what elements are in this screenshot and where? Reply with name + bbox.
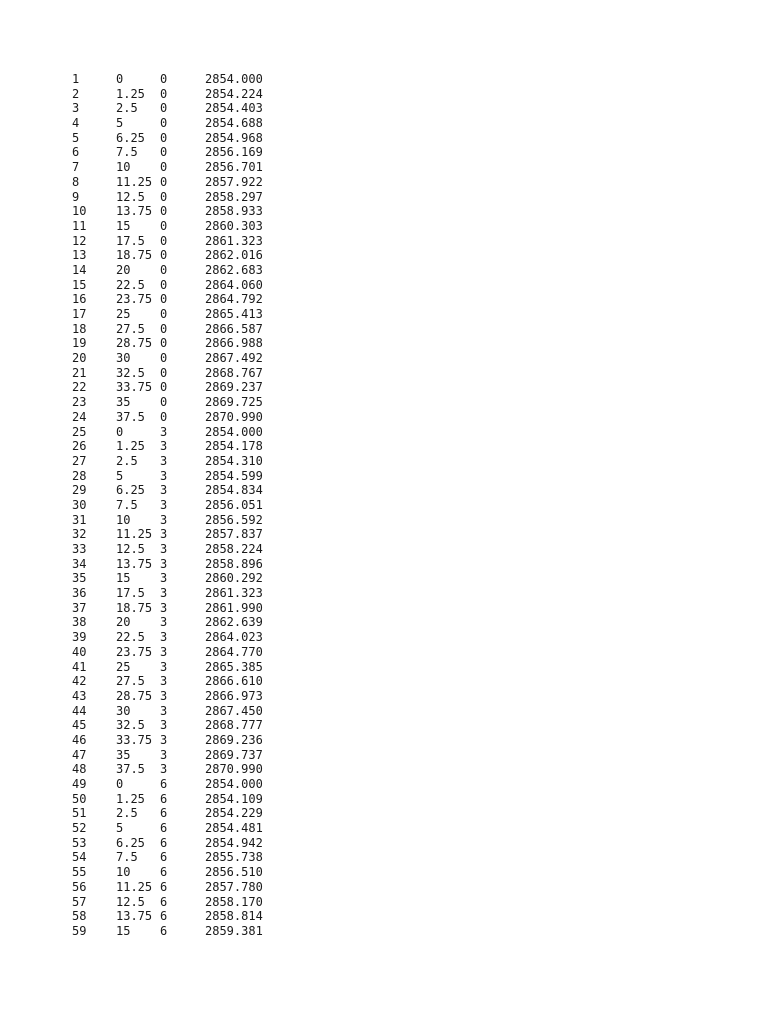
z-value: 2854.224 xyxy=(205,86,263,101)
y-value: 0 xyxy=(160,218,168,233)
x-value: 35 xyxy=(116,747,131,762)
row-index: 56 xyxy=(72,879,87,894)
z-value: 2866.988 xyxy=(205,336,263,351)
row-index: 35 xyxy=(72,571,87,586)
x-value: 25 xyxy=(116,307,131,321)
z-value: 2854.178 xyxy=(205,439,263,454)
y-value: 6 xyxy=(160,821,168,836)
y-value: 3 xyxy=(160,439,168,454)
z-value: 2864.770 xyxy=(205,644,263,659)
x-value: 0 xyxy=(116,72,124,86)
row-index: 28 xyxy=(72,468,87,483)
y-value: 0 xyxy=(160,321,168,336)
row-index: 24 xyxy=(72,409,87,424)
y-value: 0 xyxy=(160,307,168,321)
y-value: 3 xyxy=(160,512,168,527)
x-value: 22.5 xyxy=(116,630,145,645)
row-index: 29 xyxy=(72,483,87,498)
x-value: 13.75 xyxy=(116,204,153,219)
z-value: 2854.599 xyxy=(205,468,263,483)
z-value: 2854.481 xyxy=(205,821,263,836)
z-value: 2854.109 xyxy=(205,791,263,806)
y-value: 3 xyxy=(160,571,168,586)
z-value: 2854.310 xyxy=(205,453,263,468)
y-value: 3 xyxy=(160,556,168,571)
x-value: 20 xyxy=(116,615,131,630)
x-value: 37.5 xyxy=(116,409,145,424)
z-value: 2854.968 xyxy=(205,130,263,145)
z-value: 2870.990 xyxy=(205,762,263,777)
y-value: 0 xyxy=(160,101,168,116)
z-value: 2867.492 xyxy=(205,351,263,366)
y-value: 3 xyxy=(160,644,168,659)
y-value: 3 xyxy=(160,674,168,689)
row-index: 4 xyxy=(72,116,80,131)
z-value: 2856.701 xyxy=(205,160,263,175)
row-index: 50 xyxy=(72,791,87,806)
z-value: 2858.814 xyxy=(205,909,263,924)
y-value: 0 xyxy=(160,130,168,145)
y-value: 3 xyxy=(160,630,168,645)
z-value: 2867.450 xyxy=(205,703,263,718)
x-value: 7.5 xyxy=(116,497,138,512)
row-index: 5 xyxy=(72,130,80,145)
row-index: 8 xyxy=(72,174,80,189)
z-value: 2866.587 xyxy=(205,321,263,336)
y-value: 3 xyxy=(160,688,168,703)
z-value: 2868.767 xyxy=(205,365,263,380)
row-index: 39 xyxy=(72,630,87,645)
z-value: 2854.403 xyxy=(205,101,263,116)
y-value: 6 xyxy=(160,777,168,791)
z-value: 2857.837 xyxy=(205,527,263,542)
y-value: 6 xyxy=(160,835,168,850)
row-index: 48 xyxy=(72,762,87,777)
x-value: 12.5 xyxy=(116,542,145,556)
y-value: 3 xyxy=(160,497,168,512)
y-value: 0 xyxy=(160,262,168,277)
x-value: 10 xyxy=(116,160,131,175)
x-value: 27.5 xyxy=(116,674,145,689)
y-value: 0 xyxy=(160,174,168,189)
row-index: 30 xyxy=(72,497,87,512)
x-value: 6.25 xyxy=(116,835,145,850)
z-value: 2854.942 xyxy=(205,835,263,850)
z-value: 2857.922 xyxy=(205,174,263,189)
row-index: 1 xyxy=(72,72,80,86)
row-index: 46 xyxy=(72,732,87,747)
y-value: 0 xyxy=(160,145,168,160)
x-value: 30 xyxy=(116,351,131,366)
z-value: 2856.169 xyxy=(205,145,263,160)
z-value: 2866.973 xyxy=(205,688,263,703)
y-value: 0 xyxy=(160,365,168,380)
row-index: 23 xyxy=(72,395,87,410)
y-value: 0 xyxy=(160,86,168,101)
y-value: 3 xyxy=(160,703,168,718)
y-value: 0 xyxy=(160,409,168,424)
y-value: 0 xyxy=(160,189,168,204)
x-value: 6.25 xyxy=(116,483,145,498)
row-index: 47 xyxy=(72,747,87,762)
x-value: 37.5 xyxy=(116,762,145,777)
x-value: 11.25 xyxy=(116,174,153,189)
x-value: 28.75 xyxy=(116,336,153,351)
row-index: 38 xyxy=(72,615,87,630)
row-index: 43 xyxy=(72,688,87,703)
x-value: 22.5 xyxy=(116,277,145,292)
z-value: 2864.060 xyxy=(205,277,263,292)
x-value: 30 xyxy=(116,703,131,718)
y-value: 6 xyxy=(160,923,168,938)
row-index: 21 xyxy=(72,365,87,380)
z-value: 2870.990 xyxy=(205,409,263,424)
row-index: 42 xyxy=(72,674,87,689)
z-value: 2854.229 xyxy=(205,806,263,821)
z-value: 2869.725 xyxy=(205,395,263,410)
x-value: 10 xyxy=(116,865,131,880)
x-value: 6.25 xyxy=(116,130,145,145)
y-value: 3 xyxy=(160,483,168,498)
row-index: 57 xyxy=(72,894,87,909)
x-value: 1.25 xyxy=(116,86,145,101)
x-value: 17.5 xyxy=(116,586,145,601)
z-value: 2864.023 xyxy=(205,630,263,645)
row-index: 13 xyxy=(72,248,87,263)
z-value: 2869.237 xyxy=(205,380,263,395)
row-index: 9 xyxy=(72,189,80,204)
row-index: 26 xyxy=(72,439,87,454)
x-value: 0 xyxy=(116,777,124,791)
x-value: 15 xyxy=(116,923,131,938)
x-value: 2.5 xyxy=(116,453,138,468)
z-value: 2862.683 xyxy=(205,262,263,277)
x-value: 23.75 xyxy=(116,644,153,659)
x-value: 10 xyxy=(116,512,131,527)
y-value: 0 xyxy=(160,395,168,410)
y-value: 3 xyxy=(160,586,168,601)
row-index: 10 xyxy=(72,204,87,219)
y-value: 3 xyxy=(160,542,168,556)
row-index: 36 xyxy=(72,586,87,601)
y-value: 0 xyxy=(160,233,168,248)
y-value: 0 xyxy=(160,292,168,307)
y-value: 3 xyxy=(160,468,168,483)
x-value: 18.75 xyxy=(116,248,153,263)
row-index: 53 xyxy=(72,835,87,850)
row-index: 19 xyxy=(72,336,87,351)
x-value: 11.25 xyxy=(116,879,153,894)
x-value: 7.5 xyxy=(116,145,138,160)
row-index: 3 xyxy=(72,101,80,116)
z-value: 2869.737 xyxy=(205,747,263,762)
z-value: 2854.000 xyxy=(205,777,263,791)
z-value: 2859.381 xyxy=(205,923,263,938)
z-value: 2856.051 xyxy=(205,497,263,512)
row-index: 18 xyxy=(72,321,87,336)
row-index: 44 xyxy=(72,703,87,718)
row-index: 34 xyxy=(72,556,87,571)
x-value: 12.5 xyxy=(116,894,145,909)
x-value: 23.75 xyxy=(116,292,153,307)
row-index: 14 xyxy=(72,262,87,277)
z-value: 2858.933 xyxy=(205,204,263,219)
row-index: 11 xyxy=(72,218,87,233)
x-value: 13.75 xyxy=(116,556,153,571)
y-value: 0 xyxy=(160,351,168,366)
x-value: 15 xyxy=(116,571,131,586)
y-value: 0 xyxy=(160,380,168,395)
x-value: 28.75 xyxy=(116,688,153,703)
y-value: 6 xyxy=(160,894,168,909)
z-value: 2865.413 xyxy=(205,307,263,321)
x-value: 7.5 xyxy=(116,850,138,865)
y-value: 6 xyxy=(160,879,168,894)
row-index: 15 xyxy=(72,277,87,292)
y-value: 3 xyxy=(160,453,168,468)
z-value: 2858.170 xyxy=(205,894,263,909)
row-index: 16 xyxy=(72,292,87,307)
y-value: 3 xyxy=(160,732,168,747)
z-value: 2861.990 xyxy=(205,600,263,615)
row-index: 37 xyxy=(72,600,87,615)
row-index: 32 xyxy=(72,527,87,542)
row-index: 52 xyxy=(72,821,87,836)
row-index: 51 xyxy=(72,806,87,821)
row-index: 49 xyxy=(72,777,87,791)
x-value: 18.75 xyxy=(116,600,153,615)
z-value: 2854.688 xyxy=(205,116,263,131)
y-value: 3 xyxy=(160,600,168,615)
z-value: 2856.592 xyxy=(205,512,263,527)
y-value: 3 xyxy=(160,659,168,674)
x-value: 2.5 xyxy=(116,806,138,821)
y-value: 6 xyxy=(160,909,168,924)
x-value: 5 xyxy=(116,821,124,836)
z-value: 2868.777 xyxy=(205,718,263,733)
x-value: 35 xyxy=(116,395,131,410)
y-value: 0 xyxy=(160,160,168,175)
x-value: 17.5 xyxy=(116,233,145,248)
z-value: 2864.792 xyxy=(205,292,263,307)
y-value: 0 xyxy=(160,204,168,219)
row-index: 40 xyxy=(72,644,87,659)
z-value: 2854.000 xyxy=(205,72,263,86)
y-value: 6 xyxy=(160,791,168,806)
row-index: 27 xyxy=(72,453,87,468)
x-value: 32.5 xyxy=(116,718,145,733)
z-value: 2856.510 xyxy=(205,865,263,880)
x-value: 13.75 xyxy=(116,909,153,924)
row-index: 45 xyxy=(72,718,87,733)
x-value: 1.25 xyxy=(116,439,145,454)
x-value: 11.25 xyxy=(116,527,153,542)
row-index: 2 xyxy=(72,86,80,101)
z-value: 2855.738 xyxy=(205,850,263,865)
x-value: 32.5 xyxy=(116,365,145,380)
row-index: 20 xyxy=(72,351,87,366)
x-value: 27.5 xyxy=(116,321,145,336)
y-value: 3 xyxy=(160,718,168,733)
y-value: 0 xyxy=(160,336,168,351)
x-value: 12.5 xyxy=(116,189,145,204)
row-index: 22 xyxy=(72,380,87,395)
x-value: 2.5 xyxy=(116,101,138,116)
y-value: 3 xyxy=(160,762,168,777)
row-index: 12 xyxy=(72,233,87,248)
row-index: 58 xyxy=(72,909,87,924)
z-value: 2860.292 xyxy=(205,571,263,586)
z-value: 2860.303 xyxy=(205,218,263,233)
row-index: 55 xyxy=(72,865,87,880)
y-value: 0 xyxy=(160,248,168,263)
y-value: 0 xyxy=(160,277,168,292)
x-value: 33.75 xyxy=(116,732,153,747)
row-index: 25 xyxy=(72,424,87,439)
z-value: 2858.297 xyxy=(205,189,263,204)
row-index: 6 xyxy=(72,145,80,160)
row-index: 54 xyxy=(72,850,87,865)
z-value: 2858.224 xyxy=(205,542,263,556)
z-value: 2858.896 xyxy=(205,556,263,571)
row-index: 7 xyxy=(72,160,80,175)
y-value: 3 xyxy=(160,747,168,762)
x-value: 20 xyxy=(116,262,131,277)
row-index: 31 xyxy=(72,512,87,527)
z-value: 2869.236 xyxy=(205,732,263,747)
z-value: 2866.610 xyxy=(205,674,263,689)
z-value: 2861.323 xyxy=(205,233,263,248)
y-value: 3 xyxy=(160,527,168,542)
x-value: 5 xyxy=(116,468,124,483)
z-value: 2857.780 xyxy=(205,879,263,894)
z-value: 2854.000 xyxy=(205,424,263,439)
x-value: 0 xyxy=(116,424,124,439)
x-value: 33.75 xyxy=(116,380,153,395)
x-value: 15 xyxy=(116,218,131,233)
z-value: 2865.385 xyxy=(205,659,263,674)
x-value: 1.25 xyxy=(116,791,145,806)
z-value: 2861.323 xyxy=(205,586,263,601)
y-value: 6 xyxy=(160,806,168,821)
x-value: 5 xyxy=(116,116,124,131)
y-value: 3 xyxy=(160,424,168,439)
x-value: 25 xyxy=(116,659,131,674)
row-index: 59 xyxy=(72,923,87,938)
y-value: 6 xyxy=(160,850,168,865)
z-value: 2862.016 xyxy=(205,248,263,263)
y-value: 3 xyxy=(160,615,168,630)
z-value: 2854.834 xyxy=(205,483,263,498)
row-index: 17 xyxy=(72,307,87,321)
y-value: 0 xyxy=(160,72,168,86)
y-value: 6 xyxy=(160,865,168,880)
row-index: 41 xyxy=(72,659,87,674)
y-value: 0 xyxy=(160,116,168,131)
z-value: 2862.639 xyxy=(205,615,263,630)
row-index: 33 xyxy=(72,542,87,556)
